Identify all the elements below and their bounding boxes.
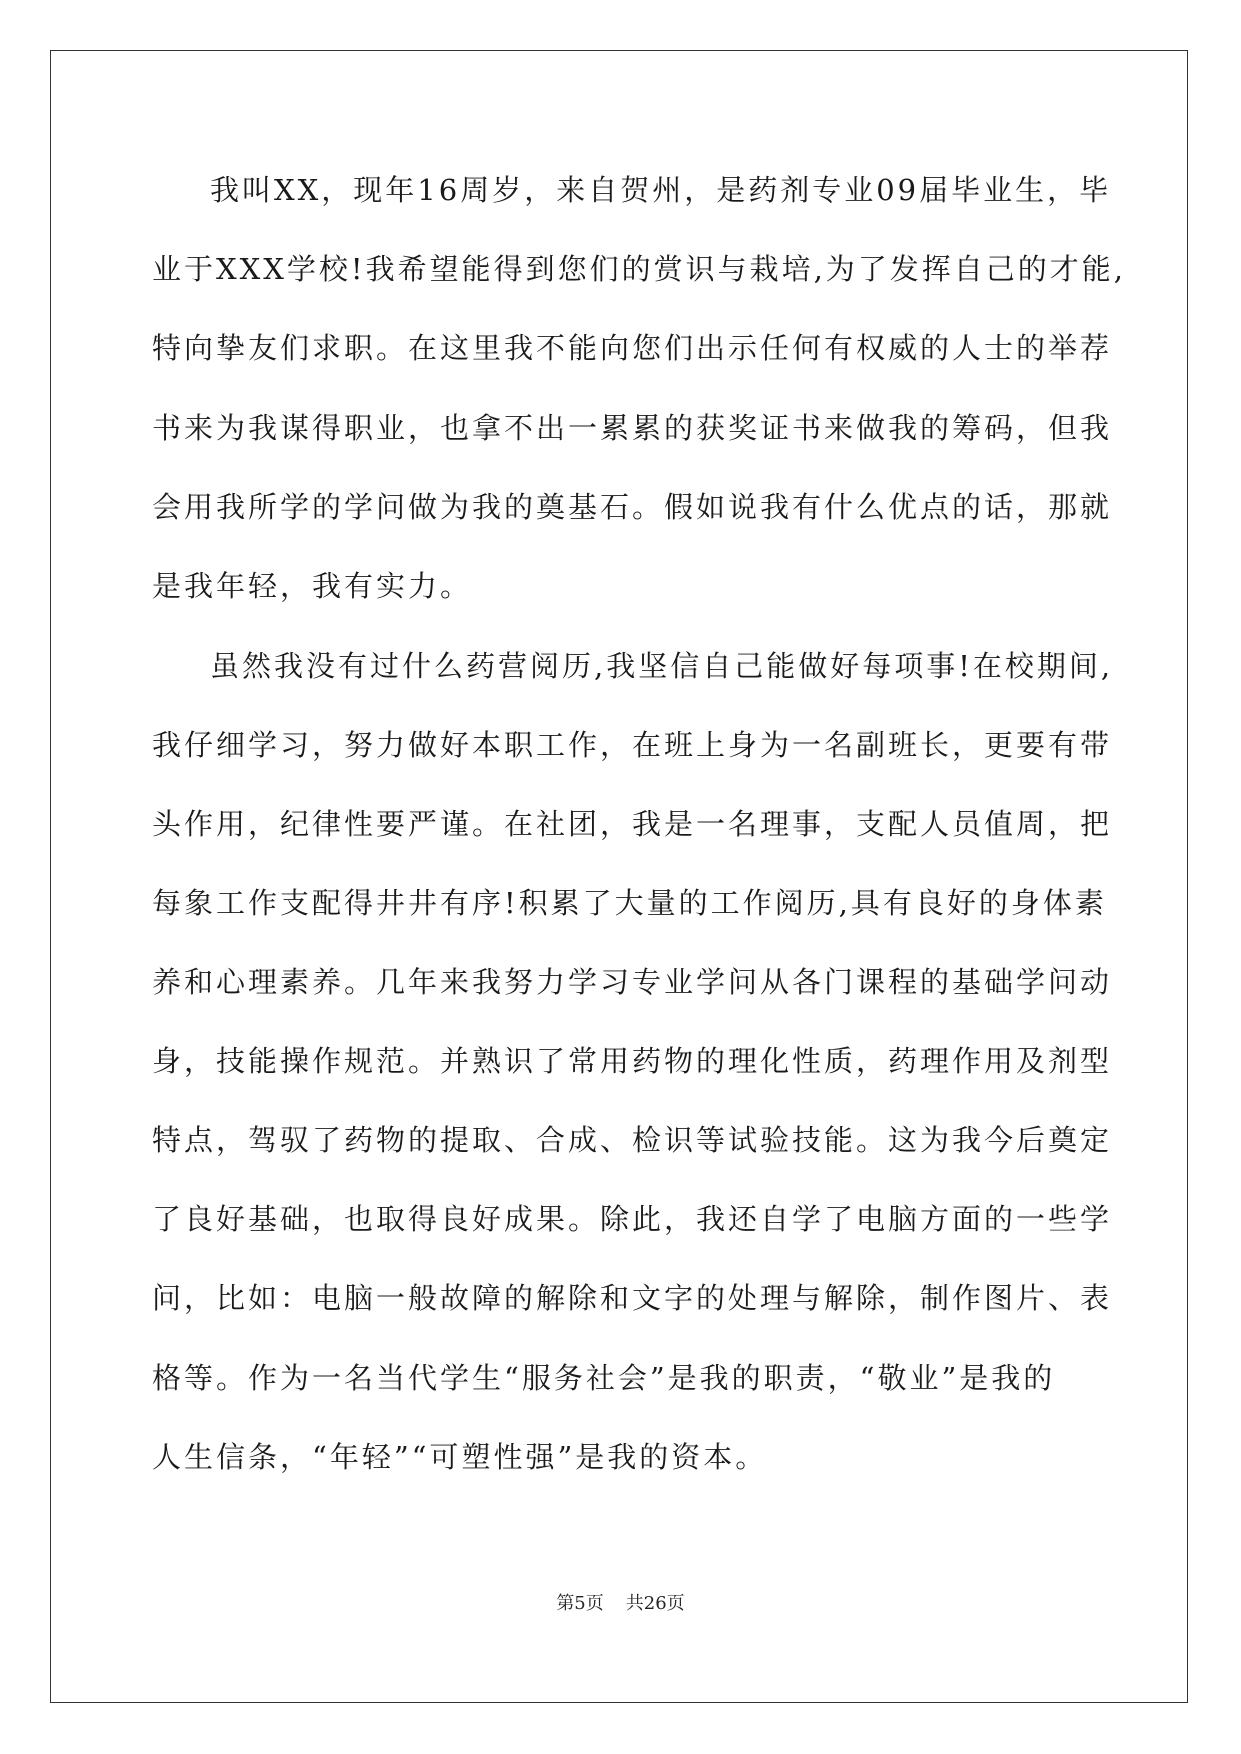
paragraph-2-line-1: 虽然我没有过什么药营阅历,我坚信自己能做好每项事!在校期间, (210, 649, 1114, 683)
paragraph-1-line-1: 我叫XX，现年16周岁，来自贺州，是药剂专业09届毕业生，毕 (210, 173, 1112, 207)
paragraph-1-line-2: 业于XXX学校!我希望能得到您们的赏识与栽培,为了发挥自己的才能, (152, 252, 1127, 286)
paragraph-1-line-4: 书来为我谋得职业，也拿不出一累累的获奖证书来做我的筹码，但我 (152, 411, 1113, 445)
paragraph-2-line-3: 头作用，纪律性要严谨。在社团，我是一名理事，支配人员值周，把 (152, 807, 1113, 841)
paragraph-2-line-6: 身，技能操作规范。并熟识了常用药物的理化性质，药理作用及剂型 (152, 1044, 1113, 1078)
paragraph-2-line-4: 每象工作支配得井井有序!积累了大量的工作阅历,具有良好的身体素 (152, 886, 1107, 920)
paragraph-2-line-10: 格等。作为一名当代学生“服务社会”是我的职责，“敬业”是我的 (152, 1361, 1056, 1395)
paragraph-2-line-11: 人生信条，“年轻”“可塑性强”是我的资本。 (152, 1440, 768, 1474)
paragraph-2-line-5: 养和心理素养。几年来我努力学习专业学问从各门课程的基础学问动 (152, 965, 1113, 999)
paragraph-1-line-6: 是我年轻，我有实力。 (152, 569, 473, 603)
paragraph-2-line-8: 了良好基础，也取得良好成果。除此，我还自学了电脑方面的一些学 (152, 1202, 1113, 1236)
paragraph-2-line-9: 问，比如：电脑一般故障的解除和文字的处理与解除，制作图片、表 (152, 1281, 1113, 1315)
paragraph-1-line-5: 会用我所学的学问做为我的奠基石。假如说我有什么优点的话，那就 (152, 490, 1113, 524)
paragraph-1-line-3: 特向挚友们求职。在这里我不能向您们出示任何有权威的人士的举荐 (152, 331, 1113, 365)
paragraph-2-line-2: 我仔细学习，努力做好本职工作，在班上身为一名副班长，更要有带 (152, 728, 1113, 762)
total-pages-label: 共26页 (625, 1593, 685, 1614)
current-page-label: 第5页 (556, 1593, 604, 1614)
page-footer (0, 1592, 1241, 1616)
paragraph-2-line-7: 特点，驾驭了药物的提取、合成、检识等试验技能。这为我今后奠定 (152, 1123, 1113, 1157)
